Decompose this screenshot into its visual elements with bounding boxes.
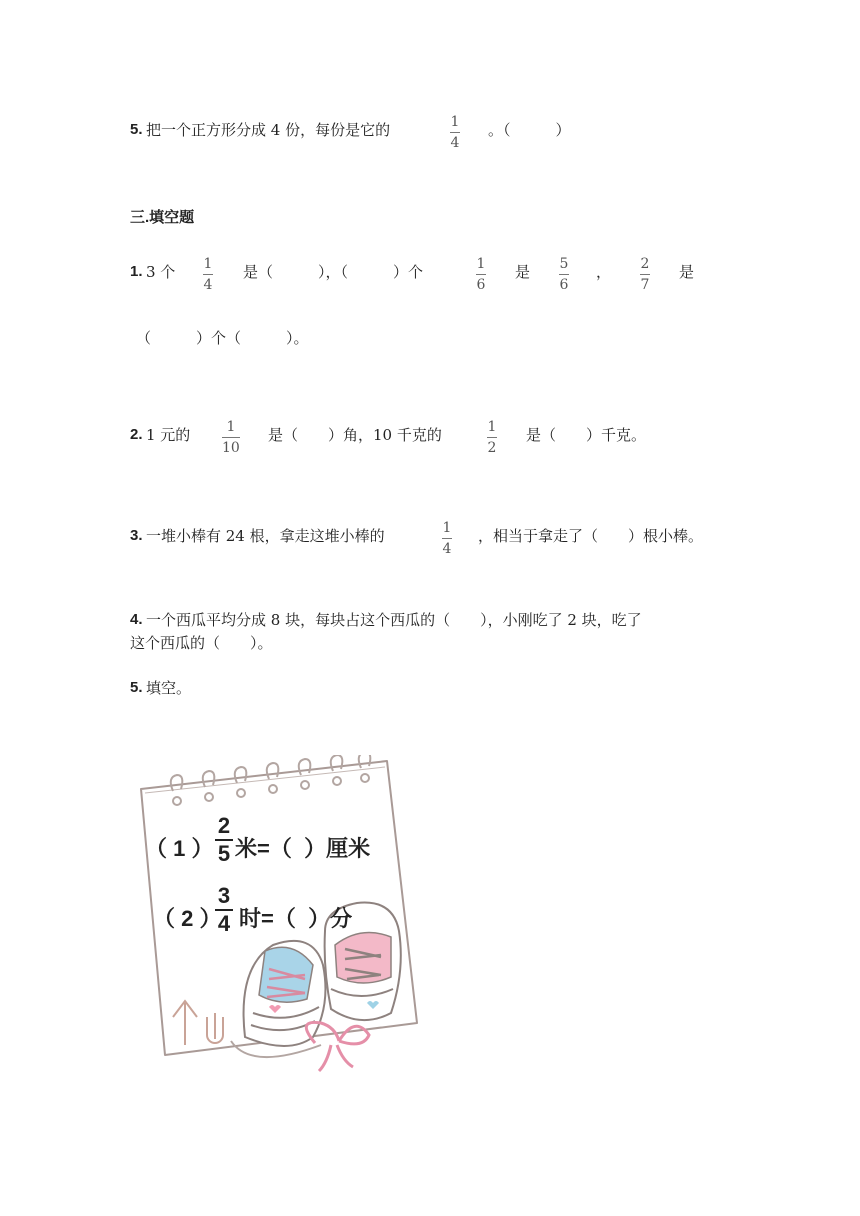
- denominator: 2: [487, 440, 497, 456]
- question-text: 1 元的: [146, 426, 191, 444]
- question-text: 把一个正方形分成 4 份，每份是它的: [146, 121, 391, 139]
- question-text: ，相当于拿走了（ ）根小棒。: [478, 527, 704, 545]
- notepad-card: [135, 755, 425, 1085]
- denominator: 4: [203, 277, 213, 293]
- question-text: 是: [679, 263, 695, 281]
- question-number: 2.: [130, 426, 143, 443]
- fraction: [442, 520, 452, 557]
- denominator: 7: [640, 277, 650, 293]
- numerator: 1: [203, 256, 213, 272]
- denominator: 6: [559, 277, 569, 293]
- denominator: 4: [450, 135, 460, 151]
- question-text: （ ）个（ ）。: [136, 329, 309, 347]
- numerator: 2: [217, 813, 231, 838]
- denominator: 6: [476, 277, 486, 293]
- card-row-2-prefix: （ 2 ）: [153, 906, 222, 931]
- question-text: 是（ ），（ ）个: [243, 263, 424, 281]
- numerator: 1: [476, 256, 486, 272]
- fraction: [222, 419, 240, 456]
- card-row-1-suffix: 米=（ ）厘米: [235, 836, 371, 861]
- question-text: 这个西瓜的（ ）。: [130, 634, 273, 652]
- denominator: 5: [217, 841, 231, 866]
- card-row-2-suffix: 时=（ ）分: [239, 906, 353, 931]
- question-number: 3.: [130, 527, 143, 544]
- numerator: 1: [450, 114, 460, 130]
- fraction: [450, 114, 460, 151]
- section-heading: 三.填空题: [130, 209, 195, 226]
- numerator: 3: [217, 883, 231, 908]
- denominator: 4: [217, 911, 231, 936]
- numerator: 1: [226, 419, 236, 435]
- question-text: 是（ ）千克。: [526, 426, 647, 444]
- numerator: 5: [559, 256, 569, 272]
- question-number: 5.: [130, 121, 143, 138]
- numerator: 1: [487, 419, 497, 435]
- fraction: [476, 256, 486, 293]
- card-row-1-prefix: （ 1 ）: [145, 836, 214, 861]
- fraction: [203, 256, 213, 293]
- question-number: 4.: [130, 611, 143, 628]
- denominator: 10: [222, 440, 240, 456]
- fraction: [487, 419, 497, 456]
- question-text: 填空。: [146, 679, 192, 697]
- question-number: 5.: [130, 679, 143, 696]
- fraction: [559, 256, 569, 293]
- question-text: 是: [515, 263, 531, 281]
- numerator: 1: [442, 520, 452, 536]
- card-fraction-2: [215, 885, 233, 935]
- question-text: 是（ ）角，10 千克的: [268, 426, 442, 444]
- question-number: 1.: [130, 263, 143, 280]
- card-fraction-1: [215, 815, 233, 865]
- question-text: 一堆小棒有 24 根，拿走这堆小棒的: [146, 527, 385, 545]
- denominator: 4: [442, 541, 452, 557]
- question-text: ，: [596, 263, 612, 281]
- numerator: 2: [640, 256, 650, 272]
- question-text: 。（ ）: [488, 121, 571, 139]
- fraction: [640, 256, 650, 293]
- question-text: 3 个: [146, 263, 176, 281]
- question-text: 一个西瓜平均分成 8 块，每块占这个西瓜的（ ），小刚吃了 2 块，吃了: [146, 611, 642, 629]
